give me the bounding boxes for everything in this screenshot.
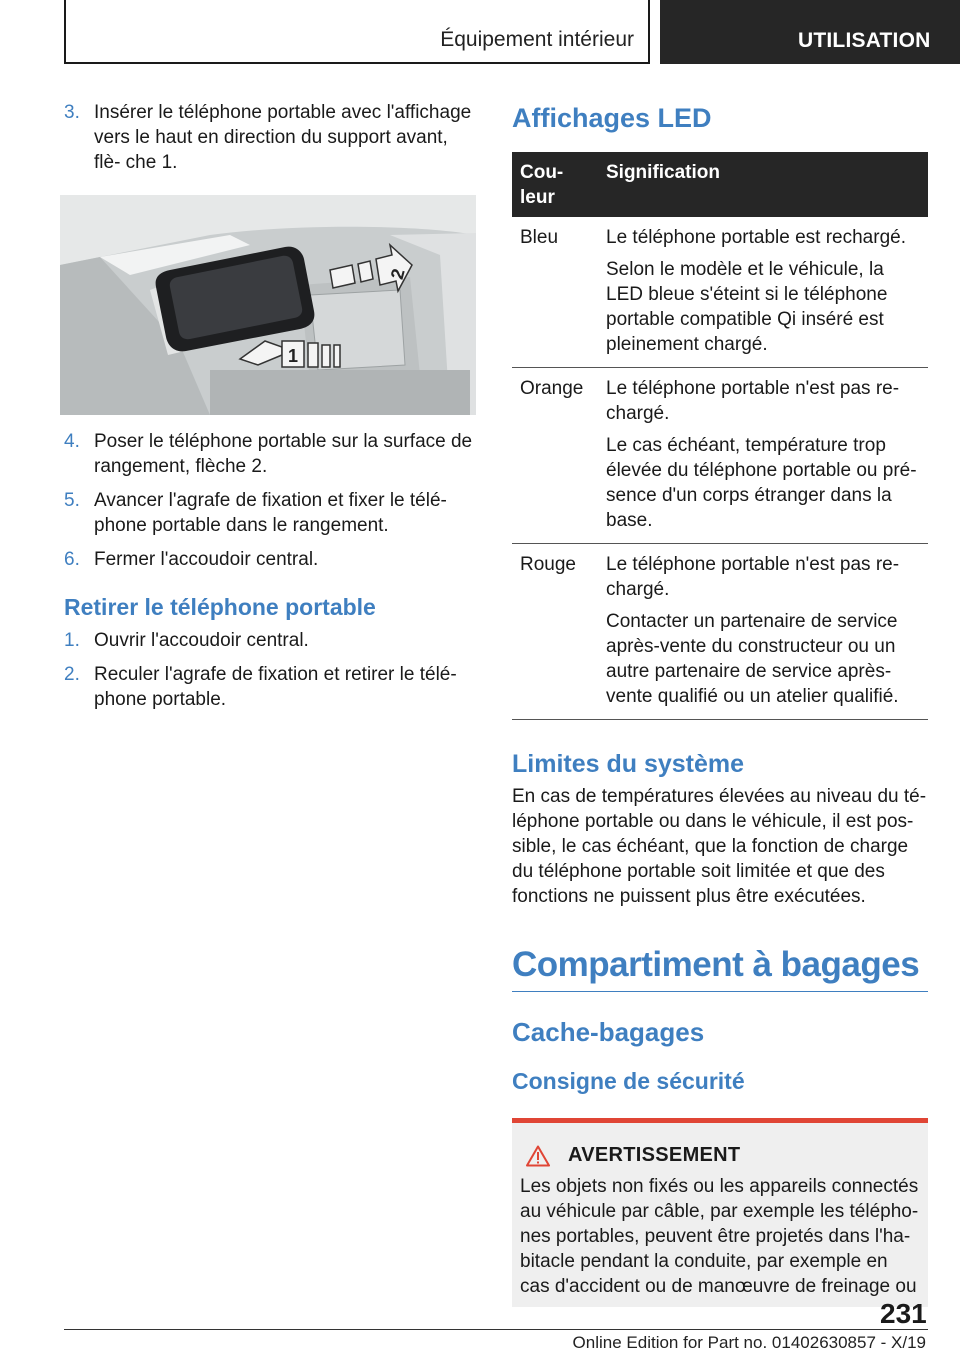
warning-triangle-icon: [526, 1145, 550, 1167]
warning-text: Les objets non fixés ou les appareils connectés au véhicule par câble, par exemple les télépho‐ nes portables, peuvent être projetés dans l'ha‐ bitacle pendant la conduite, par exemple en cas d'accident ou de manœuvre de freinage ou: [520, 1176, 919, 1297]
page-number: 231: [880, 1298, 927, 1329]
list-item: [64, 429, 476, 479]
list-item: [64, 547, 476, 572]
page-header: [0, 0, 960, 66]
section-heading-cover: Cache-bagages: [512, 1017, 705, 1047]
left-column: [64, 100, 476, 712]
arrow-label-1: 1: [288, 346, 299, 366]
step-number: 1.: [64, 630, 80, 651]
section-heading-safety: Consigne de sécurité: [512, 1068, 745, 1094]
led-color-cell: Rouge: [512, 544, 598, 720]
chapter-tab: UTILISATION: [660, 0, 960, 64]
meaning-cell: [598, 368, 928, 544]
column-header: Signification: [598, 152, 928, 217]
step-text: Avancer l'agrafe de fixation et fixer le télé‐ phone portable dans le rangement.: [94, 490, 447, 536]
section-heading-remove: Retirer le téléphone portable: [64, 594, 376, 620]
meaning-cell: [598, 544, 928, 720]
list-item: [64, 100, 476, 175]
meaning-line: Contacter un partenaire de service après-vente du constructeur ou un autre partenaire de service après- vente qualifié ou un atelier qualifié.: [606, 611, 899, 707]
led-table: [512, 152, 928, 720]
warning-box: [512, 1118, 928, 1307]
step-number: 6.: [64, 549, 80, 570]
step-text: Reculer l'agrafe de fixation et retirer le télé‐ phone portable.: [94, 664, 457, 710]
step-text: Insérer le téléphone portable avec l'affichage vers le haut en direction du support avant, flè‐ che 1.: [94, 102, 472, 173]
step-number: 2.: [64, 664, 80, 685]
warning-title: AVERTISSEMENT: [568, 1144, 741, 1166]
step-text: Fermer l'accoudoir central.: [94, 549, 319, 570]
meaning-line: Le cas échéant, température trop élevée du téléphone portable ou pré‐ sence d'un corps étranger dans la base.: [606, 435, 917, 531]
edition-footer: Online Edition for Part no. 01402630857 - X/19: [572, 1333, 926, 1352]
list-item: [64, 662, 476, 712]
list-item: [64, 628, 476, 653]
list-item: [64, 488, 476, 538]
step-number: 4.: [64, 431, 80, 452]
step-number: 5.: [64, 490, 80, 511]
step-text: Ouvrir l'accoudoir central.: [94, 630, 309, 651]
meaning-cell: [598, 217, 928, 368]
table-header-row: [512, 152, 928, 217]
chapter-heading-trunk: Compartiment à bagages: [512, 943, 928, 992]
limits-paragraph: En cas de températures élevées au niveau du té‐ léphone portable ou dans le véhicule, il est pos‐ sible, le cas échéant, que la fonction de charge du téléphone portable soit limitée et que des fonctions ne puissent plus être exécutées.: [512, 786, 927, 907]
section-heading-led: Affichages LED: [512, 103, 712, 133]
table-row: [512, 368, 928, 544]
warning-title-row: [520, 1143, 920, 1168]
meaning-line: Selon le modèle et le véhicule, la LED bleue s'éteint si le téléphone portable compatible Qi inséré est pleinement chargé.: [606, 259, 888, 355]
meaning-line: Le téléphone portable est rechargé.: [606, 227, 906, 248]
meaning-line: Le téléphone portable n'est pas re‐ chargé.: [606, 378, 900, 424]
table-row: [512, 544, 928, 720]
table-row: [512, 217, 928, 368]
phone-tray-illustration: [60, 195, 476, 415]
led-color-cell: Bleu: [512, 217, 598, 368]
section-heading-limits: Limites du système: [512, 750, 745, 778]
section-title: Équipement intérieur: [64, 0, 650, 64]
meaning-line: Le téléphone portable n'est pas re‐ chargé.: [606, 554, 900, 600]
column-header: Cou‐ leur: [512, 152, 598, 217]
footer-divider: [64, 1329, 928, 1330]
led-color-cell: Orange: [512, 368, 598, 544]
arrow-label-2: 2: [386, 266, 409, 282]
step-text: Poser le téléphone portable sur la surface de rangement, flèche 2.: [94, 431, 473, 477]
right-column: [512, 100, 928, 1307]
step-number: 3.: [64, 102, 80, 123]
